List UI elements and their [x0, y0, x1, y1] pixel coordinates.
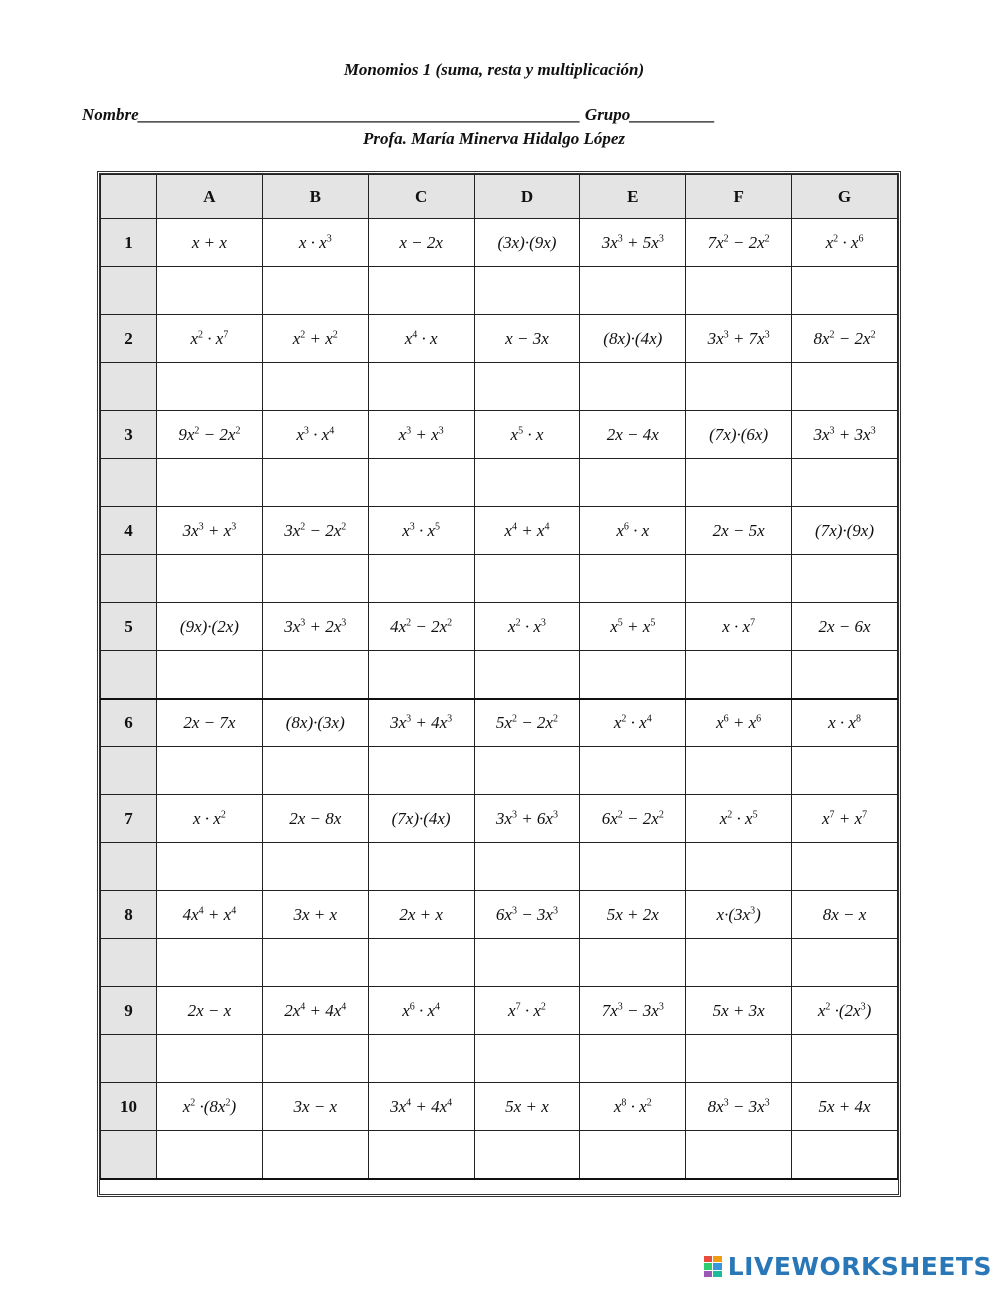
answer-cell[interactable]: [792, 363, 898, 411]
exercise-cell: $x^3 \cdot x^5$: [368, 507, 474, 555]
answer-cell[interactable]: [474, 363, 580, 411]
exercise-cell: $x^2 + x^2$: [262, 315, 368, 363]
column-header-f: F: [686, 175, 792, 219]
exercise-cell: $x^4 + x^4$: [474, 507, 580, 555]
answer-cell[interactable]: [368, 843, 474, 891]
exercise-row: [101, 603, 898, 651]
exercise-cell: $7x^3 - 3x^3$: [580, 987, 686, 1035]
row-number: [101, 843, 157, 891]
exercise-cell: $3x^3 + 5x^3$: [580, 219, 686, 267]
answer-cell[interactable]: [157, 939, 263, 987]
answer-cell[interactable]: [792, 267, 898, 315]
row-number: 9: [101, 987, 157, 1035]
answer-cell[interactable]: [262, 747, 368, 795]
exercise-cell: $8x^3 - 3x^3$: [686, 1083, 792, 1131]
exercise-table-frame: [97, 171, 901, 1197]
exercise-cell: (7x)·(4x): [368, 795, 474, 843]
answer-cell[interactable]: [686, 555, 792, 603]
corner-cell: [101, 175, 157, 219]
answer-row: [101, 843, 898, 891]
answer-cell[interactable]: [580, 939, 686, 987]
exercise-cell: $6x^3 - 3x^3$: [474, 891, 580, 939]
exercise-row: [101, 1083, 898, 1131]
exercise-cell: $x \cdot x^2$: [157, 795, 263, 843]
answer-cell[interactable]: [580, 747, 686, 795]
row-number: [101, 555, 157, 603]
exercise-cell: $9x^2 - 2x^2$: [157, 411, 263, 459]
answer-cell[interactable]: [262, 459, 368, 507]
exercise-cell: $x^5 \cdot x$: [474, 411, 580, 459]
answer-row: [101, 267, 898, 315]
answer-cell[interactable]: [368, 1035, 474, 1083]
row-number: [101, 363, 157, 411]
column-header-b: B: [262, 175, 368, 219]
row-number: [101, 651, 157, 699]
answer-cell[interactable]: [686, 363, 792, 411]
answer-cell[interactable]: [157, 843, 263, 891]
row-number: 7: [101, 795, 157, 843]
answer-cell[interactable]: [262, 267, 368, 315]
exercise-cell: $4x^4 + x^4$: [157, 891, 263, 939]
column-header-row: [101, 175, 898, 219]
answer-cell[interactable]: [157, 1035, 263, 1083]
exercise-cell: 2x − 7x: [157, 699, 263, 747]
brand-text: LIVEWORKSHEETS: [727, 1252, 992, 1281]
answer-cell[interactable]: [157, 1131, 263, 1179]
exercise-cell: x + x: [157, 219, 263, 267]
answer-cell[interactable]: [157, 651, 263, 699]
answer-cell[interactable]: [368, 1131, 474, 1179]
answer-cell[interactable]: [368, 651, 474, 699]
exercise-cell: $x^2 \cdot x^5$: [686, 795, 792, 843]
exercise-cell: $7x^2 - 2x^2$: [686, 219, 792, 267]
exercise-cell: $3x^3 + x^3$: [157, 507, 263, 555]
exercise-cell: $3x^3 + 2x^3$: [262, 603, 368, 651]
answer-cell[interactable]: [157, 747, 263, 795]
exercise-cell: 5x + x: [474, 1083, 580, 1131]
row-number: [101, 747, 157, 795]
exercise-cell: $x^6 + x^6$: [686, 699, 792, 747]
exercise-cell: 3x − x: [262, 1083, 368, 1131]
answer-cell[interactable]: [792, 843, 898, 891]
exercise-cell: x − 3x: [474, 315, 580, 363]
exercise-cell: $x^2 \cdot x^4$: [580, 699, 686, 747]
exercise-table: [100, 174, 898, 1180]
answer-cell[interactable]: [157, 363, 263, 411]
answer-cell[interactable]: [580, 651, 686, 699]
row-number: 1: [101, 219, 157, 267]
exercise-cell: 5x + 4x: [792, 1083, 898, 1131]
exercise-cell: 2x + x: [368, 891, 474, 939]
exercise-cell: 5x + 3x: [686, 987, 792, 1035]
exercise-cell: $3x^4 + 4x^4$: [368, 1083, 474, 1131]
answer-row: [101, 363, 898, 411]
exercise-cell: $x^2 \cdot(8x^2)$: [157, 1083, 263, 1131]
answer-cell[interactable]: [792, 1131, 898, 1179]
exercise-cell: $x^2 \cdot x^6$: [792, 219, 898, 267]
exercise-cell: $8x^2 - 2x^2$: [792, 315, 898, 363]
answer-cell[interactable]: [686, 1035, 792, 1083]
exercise-cell: $3x^3 + 3x^3$: [792, 411, 898, 459]
answer-cell[interactable]: [368, 267, 474, 315]
answer-row: [101, 555, 898, 603]
exercise-cell: 5x + 2x: [580, 891, 686, 939]
exercise-cell: $3x^3 + 4x^3$: [368, 699, 474, 747]
exercise-row: [101, 507, 898, 555]
answer-cell[interactable]: [580, 1035, 686, 1083]
liveworksheets-brand: [704, 1252, 992, 1281]
name-group-line: Nombre____________________________________________________ Grupo__________: [82, 105, 716, 124]
answer-cell[interactable]: [368, 747, 474, 795]
answer-row: [101, 1035, 898, 1083]
exercise-cell: $x^6 \cdot x^4$: [368, 987, 474, 1035]
answer-cell[interactable]: [474, 459, 580, 507]
exercise-cell: $x^2 \cdot x^3$: [474, 603, 580, 651]
exercise-cell: $x \cdot x^7$: [686, 603, 792, 651]
exercise-cell: (7x)·(9x): [792, 507, 898, 555]
column-header-g: G: [792, 175, 898, 219]
answer-row: [101, 459, 898, 507]
answer-cell[interactable]: [792, 747, 898, 795]
answer-cell[interactable]: [686, 267, 792, 315]
answer-cell[interactable]: [580, 459, 686, 507]
exercise-cell: (8x)·(3x): [262, 699, 368, 747]
row-number: [101, 939, 157, 987]
row-number: [101, 1035, 157, 1083]
answer-cell[interactable]: [580, 267, 686, 315]
exercise-cell: (7x)·(6x): [686, 411, 792, 459]
exercise-row: [101, 699, 898, 747]
exercise-cell: $x \cdot x^3$: [262, 219, 368, 267]
answer-cell[interactable]: [580, 843, 686, 891]
answer-row: [101, 1131, 898, 1179]
exercise-cell: $x^7 \cdot x^2$: [474, 987, 580, 1035]
exercise-cell: $3x^3 + 6x^3$: [474, 795, 580, 843]
exercise-cell: $4x^2 - 2x^2$: [368, 603, 474, 651]
worksheet-title: Monomios 1 (suma, resta y multiplicación): [343, 60, 645, 79]
answer-cell[interactable]: [580, 1131, 686, 1179]
column-header-c: C: [368, 175, 474, 219]
answer-cell[interactable]: [368, 555, 474, 603]
answer-cell[interactable]: [262, 843, 368, 891]
answer-cell[interactable]: [580, 555, 686, 603]
row-number: 10: [101, 1083, 157, 1131]
answer-row: [101, 651, 898, 699]
answer-cell[interactable]: [368, 459, 474, 507]
logo-square: [704, 1271, 713, 1278]
exercise-cell: $3x^2 - 2x^2$: [262, 507, 368, 555]
exercise-cell: x − 2x: [368, 219, 474, 267]
exercise-rows: [101, 219, 898, 1179]
exercise-cell: $2x^4 + 4x^4$: [262, 987, 368, 1035]
answer-cell[interactable]: [686, 843, 792, 891]
answer-cell[interactable]: [474, 747, 580, 795]
row-number: 3: [101, 411, 157, 459]
row-number: 6: [101, 699, 157, 747]
exercise-cell: $x^6 \cdot x$: [580, 507, 686, 555]
row-number: 8: [101, 891, 157, 939]
row-number: 2: [101, 315, 157, 363]
answer-cell[interactable]: [792, 939, 898, 987]
logo-square: [713, 1256, 722, 1263]
answer-cell[interactable]: [686, 1131, 792, 1179]
teacher-name: Profa. María Minerva Hidalgo López: [362, 129, 626, 148]
exercise-cell: $6x^2 - 2x^2$: [580, 795, 686, 843]
column-header-a: A: [157, 175, 263, 219]
exercise-cell: $5x^2 - 2x^2$: [474, 699, 580, 747]
column-header-d: D: [474, 175, 580, 219]
answer-cell[interactable]: [580, 363, 686, 411]
exercise-cell: 8x − x: [792, 891, 898, 939]
answer-cell[interactable]: [792, 459, 898, 507]
answer-cell[interactable]: [262, 939, 368, 987]
answer-cell[interactable]: [157, 555, 263, 603]
exercise-cell: (3x)·(9x): [474, 219, 580, 267]
exercise-row: [101, 219, 898, 267]
logo-square: [704, 1256, 713, 1263]
answer-cell[interactable]: [474, 1131, 580, 1179]
answer-cell[interactable]: [792, 651, 898, 699]
liveworksheets-logo-icon: [704, 1256, 722, 1278]
exercise-cell: (8x)·(4x): [580, 315, 686, 363]
answer-cell[interactable]: [474, 651, 580, 699]
exercise-row: [101, 987, 898, 1035]
exercise-cell: $x^2 \cdot x^7$: [157, 315, 263, 363]
answer-cell[interactable]: [157, 267, 263, 315]
answer-cell[interactable]: [262, 1035, 368, 1083]
answer-cell[interactable]: [792, 1035, 898, 1083]
exercise-cell: $x^7 + x^7$: [792, 795, 898, 843]
exercise-cell: 2x − x: [157, 987, 263, 1035]
logo-square: [713, 1271, 722, 1278]
row-number: [101, 267, 157, 315]
answer-cell[interactable]: [368, 939, 474, 987]
logo-square: [704, 1263, 713, 1270]
answer-cell[interactable]: [686, 651, 792, 699]
exercise-cell: 2x − 4x: [580, 411, 686, 459]
answer-cell[interactable]: [262, 555, 368, 603]
exercise-row: [101, 795, 898, 843]
exercise-cell: 3x + x: [262, 891, 368, 939]
answer-cell[interactable]: [474, 1035, 580, 1083]
exercise-cell: $x\cdot(3x^3)$: [686, 891, 792, 939]
exercise-cell: $x^3 + x^3$: [368, 411, 474, 459]
answer-row: [101, 747, 898, 795]
answer-cell[interactable]: [686, 459, 792, 507]
exercise-cell: $x^4 \cdot x$: [368, 315, 474, 363]
answer-cell[interactable]: [474, 555, 580, 603]
exercise-row: [101, 411, 898, 459]
row-number: [101, 1131, 157, 1179]
exercise-cell: $x^8 \cdot x^2$: [580, 1083, 686, 1131]
row-number: 4: [101, 507, 157, 555]
answer-cell[interactable]: [157, 459, 263, 507]
answer-cell[interactable]: [474, 843, 580, 891]
row-number: 5: [101, 603, 157, 651]
answer-cell[interactable]: [262, 363, 368, 411]
exercise-cell: 2x − 5x: [686, 507, 792, 555]
exercise-cell: $x \cdot x^8$: [792, 699, 898, 747]
answer-cell[interactable]: [686, 747, 792, 795]
exercise-cell: $x^2 \cdot(2x^3)$: [792, 987, 898, 1035]
exercise-row: [101, 315, 898, 363]
answer-cell[interactable]: [792, 555, 898, 603]
answer-cell[interactable]: [474, 939, 580, 987]
answer-cell[interactable]: [368, 363, 474, 411]
row-number: [101, 459, 157, 507]
logo-square: [713, 1263, 722, 1270]
answer-cell[interactable]: [262, 651, 368, 699]
column-header-e: E: [580, 175, 686, 219]
exercise-cell: $x^3 \cdot x^4$: [262, 411, 368, 459]
answer-cell[interactable]: [262, 1131, 368, 1179]
answer-row: [101, 939, 898, 987]
exercise-cell: 2x − 8x: [262, 795, 368, 843]
answer-cell[interactable]: [686, 939, 792, 987]
answer-cell[interactable]: [474, 267, 580, 315]
exercise-row: [101, 891, 898, 939]
exercise-cell: $3x^3 + 7x^3$: [686, 315, 792, 363]
exercise-cell: $x^5 + x^5$: [580, 603, 686, 651]
exercise-cell: 2x − 6x: [792, 603, 898, 651]
exercise-cell: (9x)·(2x): [157, 603, 263, 651]
